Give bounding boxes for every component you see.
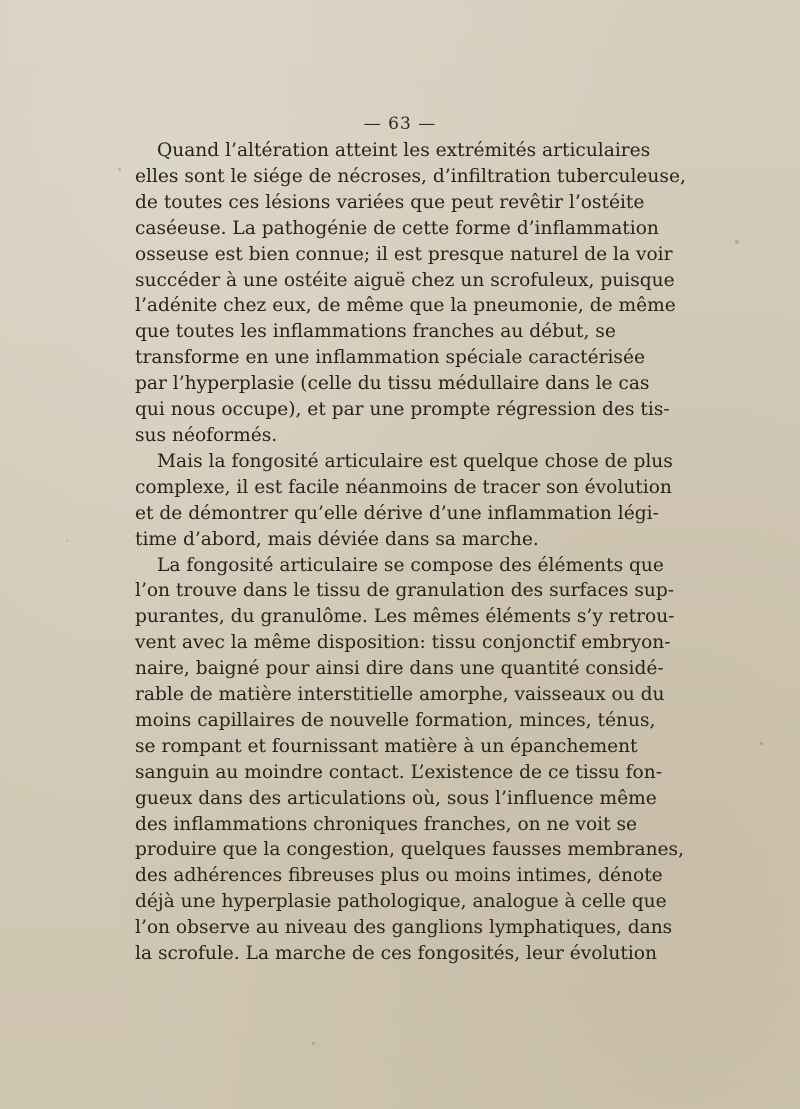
text-line: moins capillaires de nouvelle formation, minces, ténus, — [135, 709, 656, 731]
text-line: déjà une hyperplasie pathologique, analogue à celle que — [135, 891, 667, 913]
text-line: de toutes ces lésions variées que peut revêtir l’ostéite — [135, 191, 645, 213]
body-text — [135, 138, 686, 967]
text-line: Mais la fongosité articulaire est quelque chose de plus — [157, 450, 673, 472]
paper-speck — [735, 240, 739, 244]
paper-speck — [118, 168, 121, 171]
text-line: l’adénite chez eux, de même que la pneumonie, de même — [135, 295, 676, 317]
text-line: vent avec la même disposition: tissu conjonctif embryon- — [135, 632, 671, 654]
text-line: transforme en une inflammation spéciale caractérisée — [135, 347, 645, 369]
text-line: complexe, il est facile néanmoins de tracer son évolution — [135, 476, 672, 498]
text-line: naire, baigné pour ainsi dire dans une quantité considé- — [135, 658, 664, 680]
text-line: l’on trouve dans le tissu de granulation des surfaces sup- — [135, 580, 675, 602]
text-line: qui nous occupe), et par une prompte régression des tis- — [135, 399, 670, 421]
text-line: produire que la congestion, quelques fausses membranes, — [135, 839, 685, 861]
text-line: succéder à une ostéite aiguë chez un scrofuleux, puisque — [135, 269, 675, 291]
text-line: se rompant et fournissant matière à un épanchement — [135, 735, 638, 757]
text-line: osseuse est bien connue; il est presque naturel de la voir — [135, 243, 673, 265]
paper-speck — [312, 1042, 315, 1045]
paper-speck — [66, 540, 68, 542]
text-line: La fongosité articulaire se compose des éléments que — [157, 554, 664, 576]
text-line: time d’abord, mais déviée dans sa marche. — [135, 528, 539, 550]
text-line: la scrofule. La marche de ces fongosités, leur évolution — [135, 943, 657, 965]
text-line: purantes, du granulôme. Les mêmes éléments s’y retrou- — [135, 606, 675, 628]
text-line: gueux dans des articulations où, sous l’influence même — [135, 787, 657, 809]
text-line: Quand l’altération atteint les extrémités articulaires — [157, 140, 651, 161]
page-number: — 63 — — [363, 114, 437, 134]
text-line: que toutes les inflammations franches au début, se — [135, 321, 616, 343]
text-line: elles sont le siége de nécroses, d’infiltration tuberculeuse, — [135, 165, 686, 187]
paper-speck — [760, 742, 763, 745]
text-line: sus néoformés. — [135, 424, 278, 446]
text-line: caséeuse. La pathogénie de cette forme d’inflammation — [135, 217, 659, 239]
text-line: des inflammations chroniques franches, on ne voit se — [135, 813, 638, 835]
text-line: par l’hyperplasie (celle du tissu médullaire dans le cas — [135, 373, 650, 395]
text-line: sanguin au moindre contact. L’existence de ce tissu fon- — [135, 761, 663, 783]
text-line: et de démontrer qu’elle dérive d’une inflammation légi- — [135, 502, 659, 524]
text-line: l’on observe au niveau des ganglions lymphatiques, dans — [135, 917, 673, 939]
text-line: rable de matière interstitielle amorphe, vaisseaux ou du — [135, 684, 665, 706]
text-line: des adhérences fibreuses plus ou moins intimes, dénote — [135, 865, 663, 887]
